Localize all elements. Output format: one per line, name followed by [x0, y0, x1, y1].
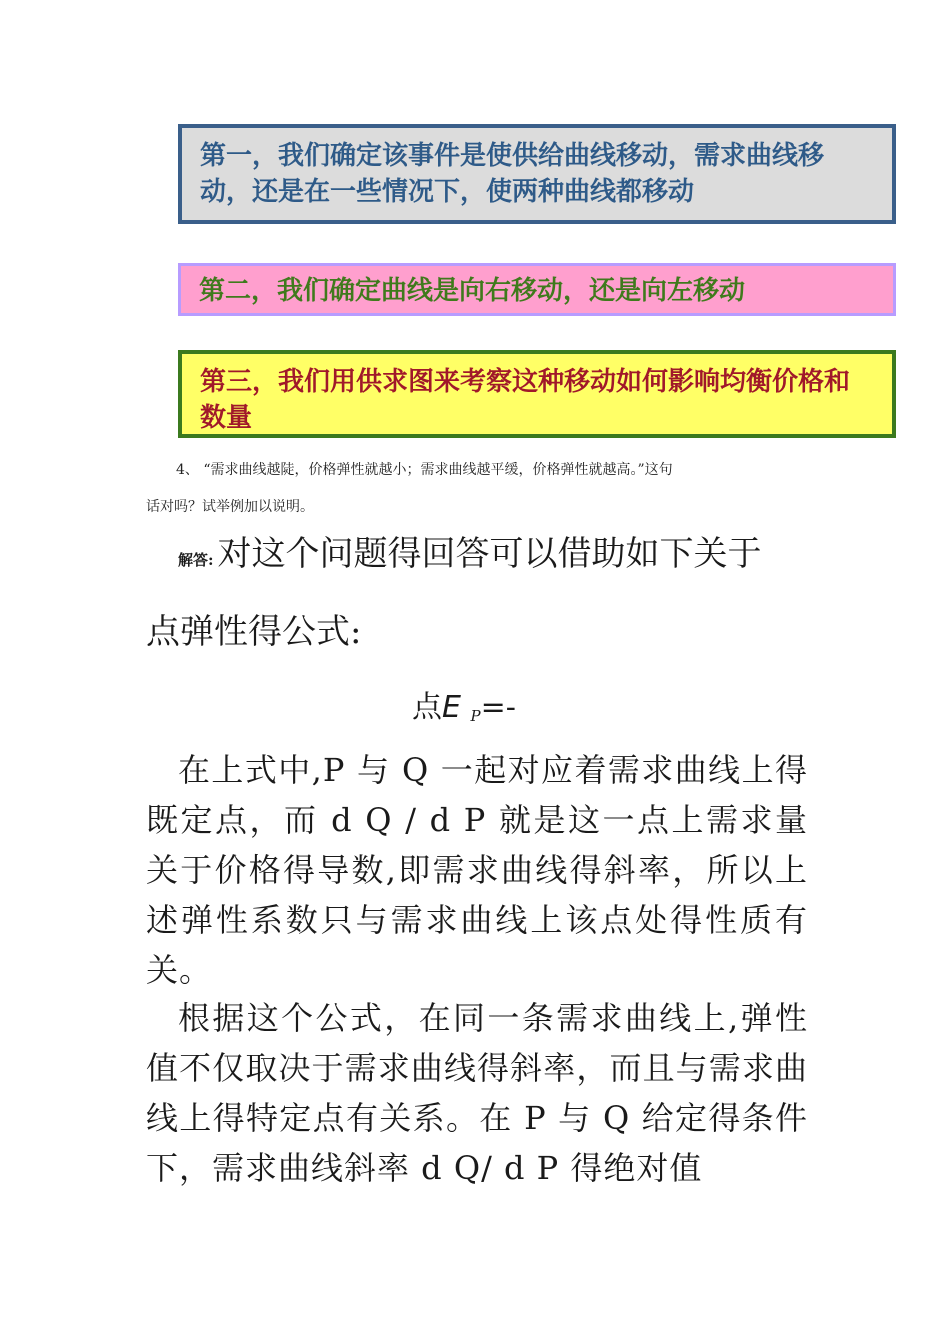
callout-step-three-text: 第三，我们用供求图来考察这种移动如何影响均衡价格和数量	[200, 367, 851, 433]
answer-label: 解答:	[178, 551, 214, 569]
callout-step-two-text: 第二，我们确定曲线是向右移动，还是向左移动	[199, 276, 746, 306]
callout-step-one-text: 第一，我们确定该事件是使供给曲线移动，需求曲线移动，还是在一些情况下，使两种曲线都移动	[200, 141, 825, 207]
question-4-line-2: 话对吗？试举例加以说明。	[146, 499, 314, 515]
callout-step-one	[178, 124, 896, 224]
callout-step-three	[178, 350, 896, 438]
formula-e: E	[442, 690, 461, 725]
answer-paragraph-1: 在上式中,P 与 Q 一起对应着需求曲线上得既定点，而 d Q / d P 就是这一点上需求量关于价格得导数,即需求曲线得斜率，所以上述弹性系数只与需求曲线上该点处得性质有关。	[146, 751, 808, 989]
answer-intro	[178, 534, 762, 580]
formula-subscript: P	[470, 707, 481, 725]
callout-step-two	[178, 263, 896, 316]
question-4-line-1: 4、 “需求曲线越陡，价格弹性就越小；需求曲线越平缓，价格弹性就越高。”这句	[176, 462, 673, 478]
answer-intro-continued: 点弹性得公式:	[146, 612, 362, 652]
formula-suffix: =-	[480, 690, 516, 725]
answer-paragraph-2: 根据这个公式，在同一条需求曲线上,弹性值不仅取决于需求曲线得斜率，而且与需求曲线上得特定点有关系。在 P 与 Q 给定得条件下，需求曲线斜率 d Q/ d P 得绝对值	[146, 999, 808, 1187]
formula-prefix: 点	[412, 690, 442, 725]
elasticity-formula	[412, 688, 516, 736]
answer-intro-text: 对这个问题得回答可以借助如下关于	[217, 534, 762, 574]
